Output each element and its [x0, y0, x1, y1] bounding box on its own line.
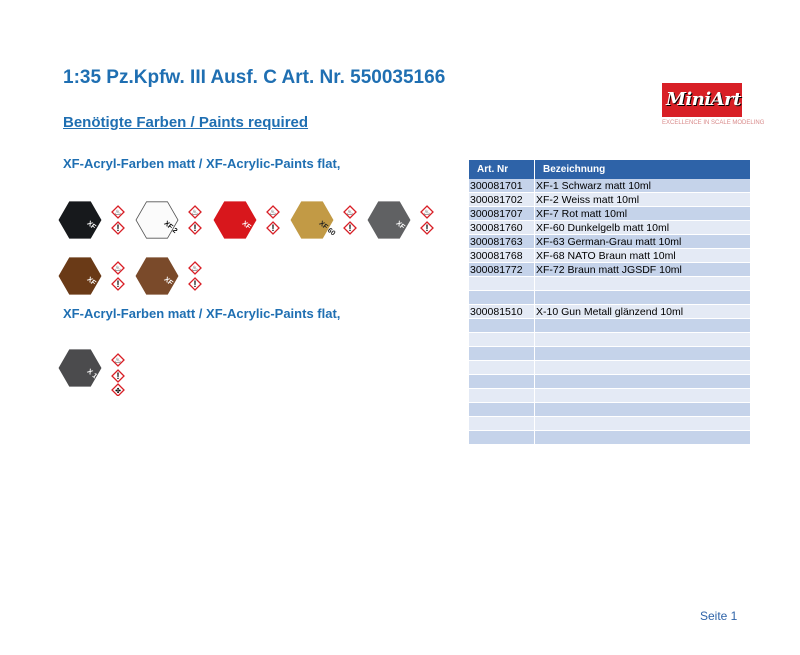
table-row	[469, 305, 751, 319]
miniart-logo	[662, 83, 765, 129]
paint-code-label: XF 2	[162, 220, 179, 235]
svg-text:!: !	[348, 223, 352, 233]
bezeichnung-cell: XF-1 Schwarz matt 10ml	[535, 179, 751, 193]
bezeichnung-cell	[535, 403, 751, 417]
paint-hexagon-and-hazard-icons	[135, 254, 215, 304]
art-nr-cell	[469, 431, 535, 445]
art-nr-cell	[469, 319, 535, 333]
art-nr-cell	[469, 361, 535, 375]
svg-text:✤: ✤	[115, 388, 121, 395]
bezeichnung-cell	[535, 319, 751, 333]
paint-swatch	[58, 254, 138, 304]
column-header-art-nr: Art. Nr	[469, 160, 535, 179]
paint-hexagon-and-hazard-icons	[58, 346, 138, 396]
bezeichnung-cell	[535, 417, 751, 431]
art-nr-cell	[469, 333, 535, 347]
paint-code-label: XF 63	[394, 220, 414, 238]
art-nr-cell	[469, 389, 535, 403]
paint-swatch	[290, 198, 370, 248]
paint-hexagon-and-hazard-icons	[213, 198, 293, 248]
bezeichnung-cell	[535, 347, 751, 361]
art-nr-cell	[469, 417, 535, 431]
svg-text:♨: ♨	[191, 208, 199, 217]
svg-text:♨: ♨	[346, 208, 354, 217]
paints-required-heading: Benötigte Farben / Paints required	[63, 114, 309, 131]
table-row	[469, 389, 751, 403]
svg-text:♨: ♨	[191, 264, 199, 273]
art-nr-cell: 300081701	[469, 179, 535, 193]
art-nr-cell	[469, 375, 535, 389]
paint-hexagon-and-hazard-icons	[58, 198, 138, 248]
table-row	[469, 417, 751, 431]
art-nr-cell	[469, 403, 535, 417]
table-row	[469, 249, 751, 263]
svg-text:!: !	[425, 223, 429, 233]
paint-hexagon-and-hazard-icons	[58, 254, 138, 304]
art-nr-cell: 300081768	[469, 249, 535, 263]
bezeichnung-cell: XF-7 Rot matt 10ml	[535, 207, 751, 221]
table-row	[469, 277, 751, 291]
table-row	[469, 431, 751, 445]
paint-hexagon-and-hazard-icons	[290, 198, 370, 248]
bezeichnung-cell	[535, 389, 751, 403]
svg-text:♨: ♨	[114, 208, 122, 217]
bezeichnung-cell	[535, 277, 751, 291]
svg-text:!: !	[116, 223, 120, 233]
art-nr-cell: 300081760	[469, 221, 535, 235]
paint-swatch	[58, 346, 138, 396]
art-nr-cell: 300081772	[469, 263, 535, 277]
svg-text:♨: ♨	[114, 356, 122, 365]
paint-swatch	[135, 254, 215, 304]
svg-text:!: !	[116, 279, 120, 289]
svg-text:!: !	[271, 223, 275, 233]
bezeichnung-cell	[535, 375, 751, 389]
art-nr-cell: 300081763	[469, 235, 535, 249]
svg-text:!: !	[193, 223, 197, 233]
bezeichnung-cell	[535, 431, 751, 445]
bezeichnung-cell: XF-72 Braun matt JGSDF 10ml	[535, 263, 751, 277]
table-row	[469, 333, 751, 347]
paint-code-label: XF 7	[240, 220, 257, 235]
paint-hexagon-and-hazard-icons	[367, 198, 447, 248]
paint-code-label: XF 60	[317, 220, 337, 238]
svg-text:!: !	[116, 371, 120, 381]
page-number: Seite 1	[700, 609, 738, 623]
art-nr-cell: 300081702	[469, 193, 535, 207]
bezeichnung-cell: XF-2 Weiss matt 10ml	[535, 193, 751, 207]
table-row	[469, 347, 751, 361]
logo-tagline: EXCELLENCE IN SCALE MODELING	[662, 120, 765, 126]
art-nr-cell	[469, 347, 535, 361]
bezeichnung-cell: XF-68 NATO Braun matt 10ml	[535, 249, 751, 263]
svg-text:♨: ♨	[269, 208, 277, 217]
svg-text:!: !	[193, 279, 197, 289]
table-header-row	[469, 160, 751, 179]
paint-code-label: XF 68	[85, 276, 105, 294]
logo-text: MiniArt	[666, 89, 741, 110]
bezeichnung-cell: XF-63 German-Grau matt 10ml	[535, 235, 751, 249]
logo-box	[662, 83, 742, 117]
paint-swatch	[367, 198, 447, 248]
paint-code-label: X 10	[85, 368, 102, 383]
table-row	[469, 291, 751, 305]
table-body	[469, 179, 751, 445]
column-header-bezeichnung: Bezeichnung	[535, 160, 751, 179]
art-nr-cell: 300081510	[469, 305, 535, 319]
bezeichnung-cell	[535, 333, 751, 347]
svg-text:♨: ♨	[114, 264, 122, 273]
paint-hexagon-and-hazard-icons	[135, 198, 215, 248]
table-row	[469, 403, 751, 417]
paint-swatch	[213, 198, 293, 248]
table-row	[469, 361, 751, 375]
table-row	[469, 319, 751, 333]
section-heading-2: XF-Acryl-Farben matt / XF-Acrylic-Paints flat,	[63, 306, 341, 321]
bezeichnung-cell: XF-60 Dunkelgelb matt 10ml	[535, 221, 751, 235]
section-heading-1: XF-Acryl-Farben matt / XF-Acrylic-Paints flat,	[63, 156, 341, 171]
paint-code-label: XF 1	[85, 220, 102, 235]
table-row	[469, 263, 751, 277]
paint-code-label: XF 72	[162, 276, 182, 294]
art-nr-cell	[469, 291, 535, 305]
svg-text:♨: ♨	[423, 208, 431, 217]
table-row	[469, 221, 751, 235]
bezeichnung-cell	[535, 291, 751, 305]
table-row	[469, 375, 751, 389]
paint-swatch	[58, 198, 138, 248]
bezeichnung-cell	[535, 361, 751, 375]
art-nr-cell: 300081707	[469, 207, 535, 221]
bezeichnung-cell: X-10 Gun Metall glänzend 10ml	[535, 305, 751, 319]
art-nr-cell	[469, 277, 535, 291]
document-title: 1:35 Pz.Kpfw. III Ausf. C Art. Nr. 550035166	[63, 67, 446, 88]
paint-swatch	[135, 198, 215, 248]
table-row	[469, 235, 751, 249]
table-row	[469, 193, 751, 207]
table-row	[469, 179, 751, 193]
paints-table	[469, 160, 751, 445]
table-row	[469, 207, 751, 221]
